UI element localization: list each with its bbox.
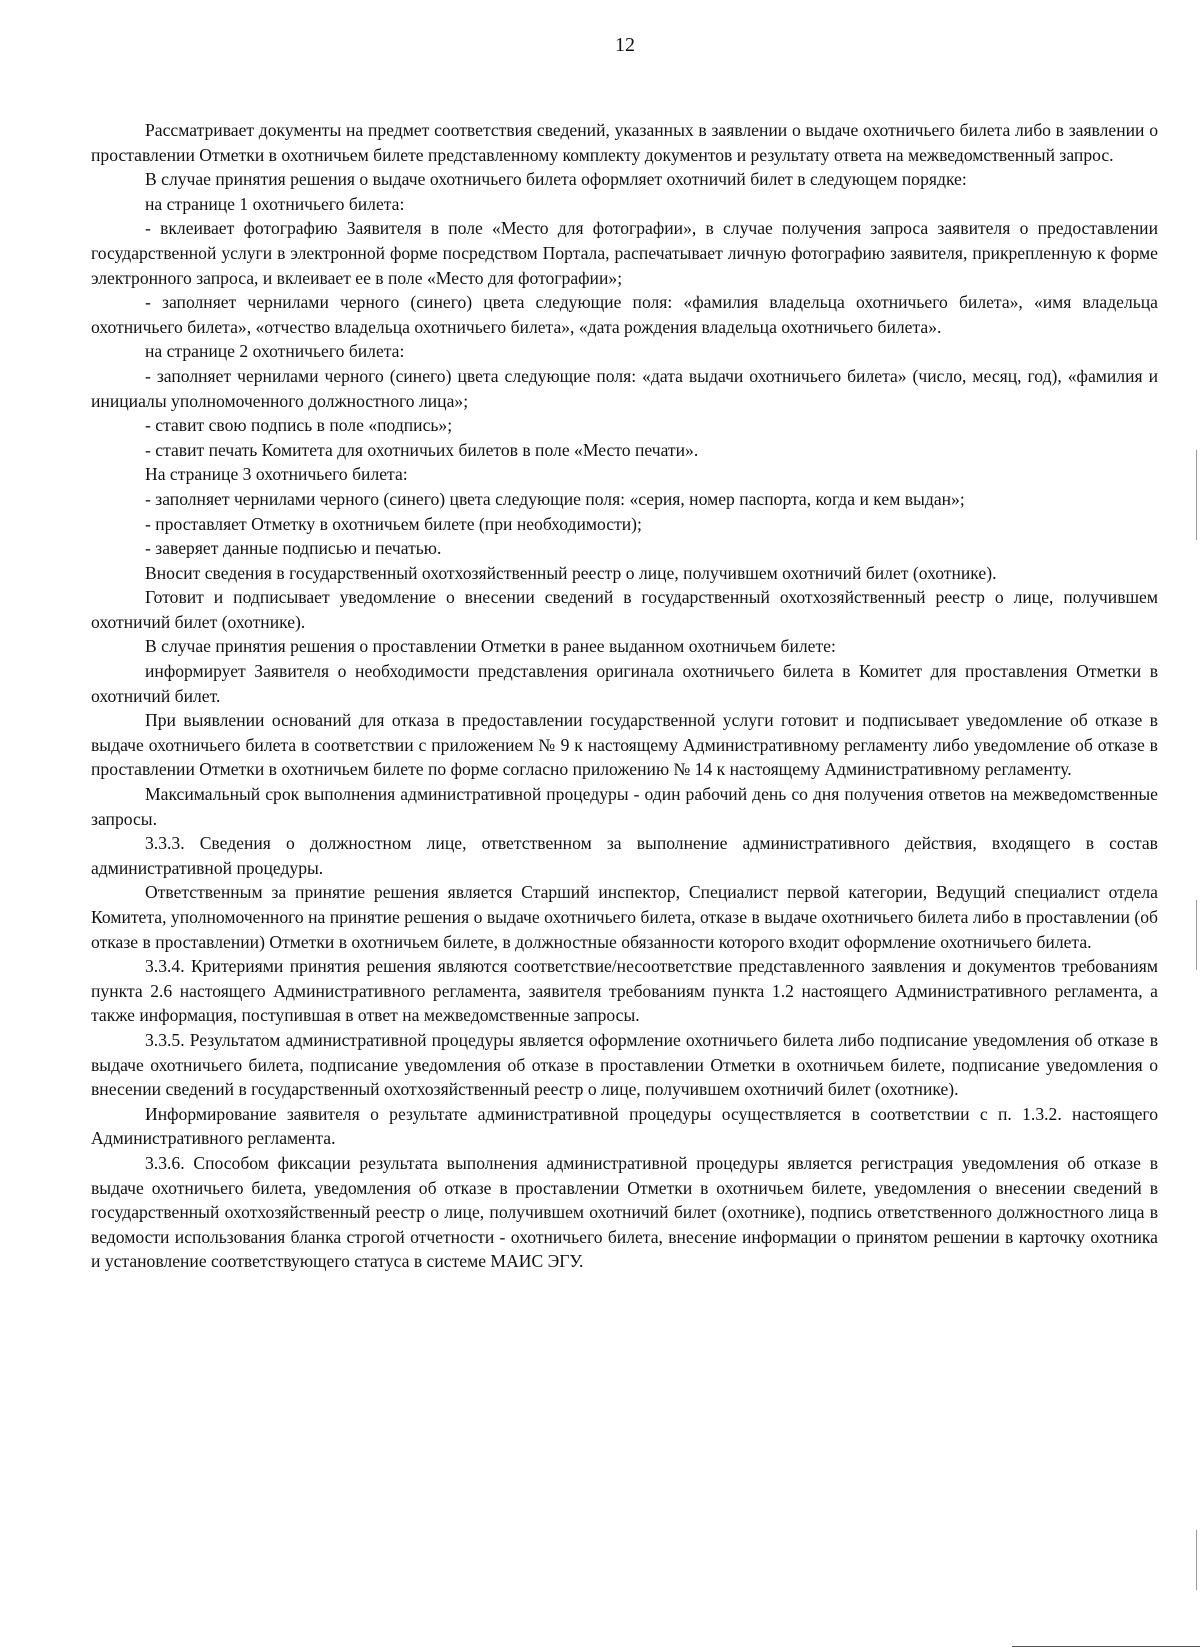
paragraph: - заполняет чернилами черного (синего) цвета следующие поля: «серия, номер паспорта, когда и кем выдан»; <box>145 488 965 509</box>
paragraph: Информирование заявителя о результате административной процедуры осуществляется в соответствии с п. 1.3.2. настоящего Административного регламента. <box>91 1103 1158 1149</box>
scan-edge-mark <box>1196 1530 1197 1590</box>
paragraph: В случае принятия решения о проставлении Отметки в ранее выданном охотничьем билете: <box>145 636 836 657</box>
paragraph: 3.3.5. Результатом административной процедуры является оформление охотничьего билета либо подписание уведомления об отказе в выдаче охотничьего билета, подписание уведомления об отказе в проставлении Отметки в охотничьем билете, подписание уведомления о внесении сведений в государственный охотхозяйственный реестр о лице, получившем охотничий билет (охотнике). <box>91 1029 1158 1100</box>
paragraph: - проставляет Отметку в охотничьем билете (при необходимости); <box>145 513 642 534</box>
paragraph: В случае принятия решения о выдаче охотничьего билета оформляет охотничий билет в следующем порядке: <box>145 169 967 190</box>
paragraph: - ставит печать Комитета для охотничьих билетов в поле «Место печати». <box>145 439 699 460</box>
paragraph: - заполняет чернилами черного (синего) цвета следующие поля: «дата выдачи охотничьего билета» (число, месяц, год), «фамилия и инициалы уполномоченного должностного лица»; <box>91 365 1158 411</box>
paragraph: Рассматривает документы на предмет соответствия сведений, указанных в заявлении о выдаче охотничьего билета либо в заявлении о проставлении Отметки в охотничьем билете представленному комплекту документов и результату ответа на межведомственный запрос. <box>91 120 1158 165</box>
page-number: 12 <box>615 34 635 56</box>
paragraph: 3.3.6. Способом фиксации результата выполнения административной процедуры является регистрация уведомления об отказе в выдаче охотничьего билета, уведомления об отказе в проставлении Отметки в охотничьем билете, уведомления о внесении сведений в государственный охотхозяйственный реестр о лице, получившем охотничий билет (охотнике), подпись ответственного должностного лица в ведомости использования бланка строгой отчетности - охотничьего билета, внесение информации о принятом решении в карточку охотника и установление соответствующего статуса в системе МАИС ЭГУ. <box>91 1152 1158 1272</box>
paragraph: - заверяет данные подписью и печатью. <box>145 538 442 559</box>
paragraph: - вклеивает фотографию Заявителя в поле «Место для фотографии», в случае получения запроса заявителя о предоставлении государственной услуги в электронной форме посредством Портала, распечатывает личную фотографию заявителя, прикрепленную к форме электронного запроса, и вклеивает ее в поле «Место для фотографии»; <box>91 218 1158 288</box>
paragraph: - ставит свою подпись в поле «подпись»; <box>145 415 453 436</box>
paragraph: При выявлении оснований для отказа в предоставлении государственной услуги готовит и подписывает уведомление об отказе в выдаче охотничьего билета в соответствии с приложением № 9 к настоящему Административному регламенту либо уведомление об отказе в проставлении Отметки в охотничьем билете по форме согласно приложению № 14 к настоящему Административному регламенту. <box>91 710 1158 780</box>
paragraph: Готовит и подписывает уведомление о внесении сведений в государственный охотхозяйственный реестр о лице, получившем охотничий билет (охотнике). <box>91 587 1158 632</box>
paragraph: на странице 1 охотничьего билета: <box>145 193 405 214</box>
paragraph: - заполняет чернилами черного (синего) цвета следующие поля: «фамилия владельца охотничьего билета», «имя владельца охотничьего билета», «отчество владельца охотничьего билета», «дата рождения владельца охотничьего билета». <box>91 292 1158 337</box>
scan-bottom-rule <box>1012 1646 1200 1647</box>
paragraph: информирует Заявителя о необходимости представления оригинала охотничьего билета в Комитет для проставления Отметки в охотничий билет. <box>91 661 1158 706</box>
paragraph: 3.3.4. Критериями принятия решения являются соответствие/несоответствие представленного заявления и документов требованиям пункта 2.6 настоящего Административного регламента, заявителя требованиям пункта 1.2 настоящего Административного регламента, а также информация, поступившая в ответ на межведомственные запросы. <box>91 956 1158 1026</box>
paragraph: На странице 3 охотничьего билета: <box>145 464 408 485</box>
document-body <box>91 118 1158 1274</box>
scan-edge-mark <box>1196 450 1197 540</box>
paragraph: Максимальный срок выполнения административной процедуры - один рабочий день со дня получения ответов на межведомственные запросы. <box>91 784 1158 829</box>
paragraph: Ответственным за принятие решения является Старший инспектор, Специалист первой категории, Ведущий специалист отдела Комитета, уполномоченного на принятие решения о выдаче охотничьего билета, отказе в выдаче охотничьего билета либо в проставлении (об отказе в проставлении) Отметки в охотничьем билете, в должностные обязанности которого входит оформление охотничьего билета. <box>91 882 1158 952</box>
scan-edge-mark <box>1196 900 1197 970</box>
paragraph: на странице 2 охотничьего билета: <box>145 341 405 362</box>
paragraph: Вносит сведения в государственный охотхозяйственный реестр о лице, получившем охотничий билет (охотнике). <box>145 562 997 583</box>
paragraph: 3.3.3. Сведения о должностном лице, ответственном за выполнение административного действия, входящего в состав административной процедуры. <box>91 833 1158 878</box>
